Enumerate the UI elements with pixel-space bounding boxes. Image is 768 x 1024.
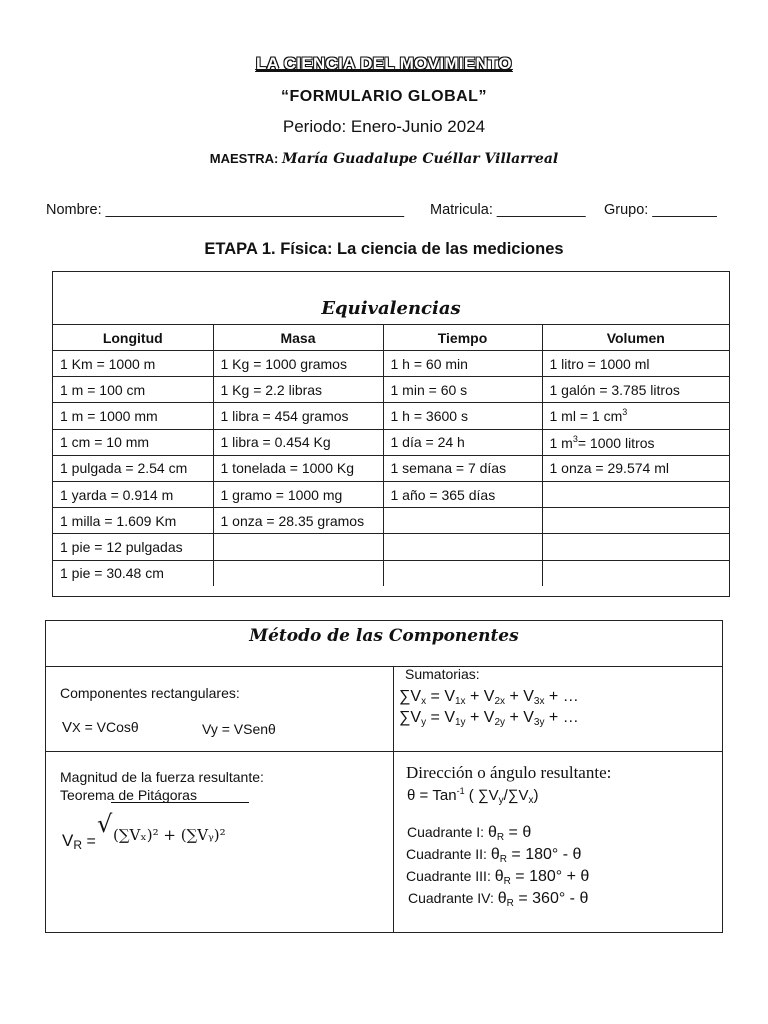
cuadrante-label: Cuadrante III: xyxy=(406,868,491,884)
sum-part: + V xyxy=(465,688,495,705)
table-cell: 1 Km = 1000 m xyxy=(53,351,213,377)
cuadrante-expr: = 180° - θ xyxy=(506,846,582,863)
table-cell: 1 onza = 29.574 ml xyxy=(542,455,729,481)
vx-rest: = VCosθ xyxy=(80,719,139,735)
table-row xyxy=(53,534,729,560)
sumatorias-label: Sumatorias: xyxy=(405,666,480,682)
theta-arg-sub: y xyxy=(498,795,504,806)
table-cell xyxy=(542,560,729,586)
sum-part: = V xyxy=(426,709,455,726)
section-heading: ETAPA 1. Física: La ciencia de las mediciones xyxy=(204,240,564,258)
table-cell: 1 m = 100 cm xyxy=(53,377,213,403)
sum-sub: 1y xyxy=(454,717,466,728)
theta-r: θ xyxy=(487,824,497,841)
table-cell: 1 semana = 7 días xyxy=(383,455,542,481)
direccion-label: Dirección o ángulo resultante: xyxy=(406,763,612,782)
cuadrante-2 xyxy=(406,846,581,865)
sum-sub: 2y xyxy=(494,717,506,728)
cube-exponent: 3 xyxy=(622,407,628,418)
table-cell: 1 pie = 30.48 cm xyxy=(53,560,213,586)
vr-sub: R xyxy=(73,838,83,852)
table-cell: 1 cm = 10 mm xyxy=(53,429,213,455)
table-cell: 1 tonelada = 1000 Kg xyxy=(213,455,383,481)
vr-formula xyxy=(62,831,96,852)
column-header: Tiempo xyxy=(383,325,542,351)
sum-sub: y xyxy=(421,717,427,728)
sum-x-formula xyxy=(399,688,579,707)
table-cell: 1 m = 1000 mm xyxy=(53,403,213,429)
divider-vertical xyxy=(393,666,394,932)
table-cell xyxy=(383,508,542,534)
sum-part: + V xyxy=(505,709,534,726)
cuadrante-expr: = 360° - θ xyxy=(513,890,589,907)
cuadrante-label: Cuadrante IV: xyxy=(408,890,494,906)
cell-text: = 1000 litros xyxy=(577,434,655,451)
sum-sub: 3x xyxy=(533,696,545,707)
sum-part: ∑V xyxy=(399,688,422,705)
column-header: Volumen xyxy=(542,325,729,351)
sum-sub: 1x xyxy=(454,696,466,707)
rect-components-label: Componentes rectangulares: xyxy=(60,685,240,701)
cell-text: 1 m xyxy=(549,434,573,451)
vy-formula: Vy = VSenθ xyxy=(202,721,276,737)
table-cell: 1 Kg = 1000 gramos xyxy=(213,351,383,377)
table-cell: 1 galón = 3.785 litros xyxy=(542,377,729,403)
matricula-field[interactable]: Matricula: ___________ xyxy=(430,202,586,218)
table-cell: 1 onza = 28.35 gramos xyxy=(213,508,383,534)
theta-r: θ xyxy=(494,868,504,885)
table-cell: 1 litro = 1000 ml xyxy=(542,351,729,377)
vr-eq: = xyxy=(82,833,96,850)
table-cell: 1 año = 365 días xyxy=(383,481,542,507)
period-text: Periodo: Enero-Junio 2024 xyxy=(282,117,486,136)
column-header: Masa xyxy=(213,325,383,351)
theta-arg: /∑V xyxy=(503,787,529,804)
table-cell: 1 h = 60 min xyxy=(383,351,542,377)
sqrt-vinculum xyxy=(111,802,249,803)
sum-sub: 3y xyxy=(533,717,545,728)
table-cell: 1 libra = 454 gramos xyxy=(213,403,383,429)
table-header-row xyxy=(53,325,729,351)
cuadrante-label: Cuadrante II: xyxy=(406,846,487,862)
cuadrante-expr: = θ xyxy=(504,824,532,841)
theta-r: θ xyxy=(490,846,500,863)
sum-part: + V xyxy=(505,688,534,705)
metodo-title-row xyxy=(46,621,722,667)
table-cell xyxy=(383,534,542,560)
table-row xyxy=(53,403,729,429)
magnitud-label: Magnitud de la fuerza resultante: xyxy=(60,769,264,785)
sum-part: ∑V xyxy=(399,709,422,726)
table-cell: 1 libra = 0.454 Kg xyxy=(213,429,383,455)
cuadrante-1 xyxy=(407,824,531,843)
sum-sub: 2x xyxy=(494,696,506,707)
equivalencias-grid xyxy=(53,324,729,586)
sum-sub: x xyxy=(421,696,427,707)
table-cell xyxy=(542,403,729,429)
document-title: LA CIENCIA DEL MOVIMIENTO xyxy=(256,54,512,73)
document-subtitle: “FORMULARIO GLOBAL” xyxy=(281,88,487,105)
table-row xyxy=(53,429,729,455)
table-cell: 1 min = 60 s xyxy=(383,377,542,403)
table-cell: 1 pulgada = 2.54 cm xyxy=(53,455,213,481)
theta-exp: -1 xyxy=(456,786,465,796)
table-row xyxy=(53,455,729,481)
sum-part: + … xyxy=(544,709,579,726)
student-fields xyxy=(46,202,726,218)
table-cell: 1 yarda = 0.914 m xyxy=(53,481,213,507)
sum-part: = V xyxy=(426,688,455,705)
table-row xyxy=(53,481,729,507)
table-cell xyxy=(213,560,383,586)
cuadrante-4 xyxy=(408,890,588,909)
theta-eq: θ = Tan xyxy=(407,787,457,804)
nombre-field[interactable]: Nombre: _____________________________________ xyxy=(46,202,405,218)
table-cell xyxy=(383,560,542,586)
table-cell: 1 gramo = 1000 mg xyxy=(213,481,383,507)
table-cell: 1 milla = 1.609 Km xyxy=(53,508,213,534)
equivalencias-table xyxy=(52,271,730,597)
cell-text: 1 ml = 1 cm xyxy=(549,408,623,425)
vx-sub: X xyxy=(72,720,81,735)
cuadrante-3 xyxy=(406,868,589,887)
table-row xyxy=(53,377,729,403)
grupo-field[interactable]: Grupo: ________ xyxy=(604,202,717,218)
theta-r: θ xyxy=(497,890,507,907)
teacher-label: MAESTRA: xyxy=(209,151,279,166)
cuadrante-expr: = 180° + θ xyxy=(510,868,590,885)
sum-part: + … xyxy=(544,688,579,705)
divider-horizontal xyxy=(46,751,722,752)
equivalencias-title-row xyxy=(53,272,729,324)
theta-formula xyxy=(407,786,539,806)
table-row xyxy=(53,560,729,586)
table-cell: 1 Kg = 2.2 libras xyxy=(213,377,383,403)
table-cell xyxy=(542,429,729,455)
theta-arg-sub: x xyxy=(528,795,534,806)
cube-exponent: 3 xyxy=(572,433,578,444)
sqrt-icon: √ xyxy=(97,810,113,838)
table-cell xyxy=(213,534,383,560)
vr-expression: (∑Vₓ)² + (∑Vᵧ)² xyxy=(113,826,226,844)
theta-close: ) xyxy=(533,787,539,804)
vx-v: V xyxy=(62,719,73,736)
column-header: Longitud xyxy=(53,325,213,351)
sum-part: + V xyxy=(465,709,495,726)
sum-y-formula xyxy=(399,709,579,728)
table-row xyxy=(53,351,729,377)
vr-v: V xyxy=(62,831,74,850)
pitagoras-label: Teorema de Pitágoras xyxy=(60,787,197,803)
metodo-title: Método de las Componentes xyxy=(249,626,519,646)
cuadrante-label: Cuadrante I: xyxy=(407,824,485,840)
table-cell: 1 h = 3600 s xyxy=(383,403,542,429)
teacher-line xyxy=(0,151,768,167)
table-cell: 1 día = 24 h xyxy=(383,429,542,455)
theta-arg: ( ∑V xyxy=(464,787,499,804)
equivalencias-title: Equivalencias xyxy=(321,298,461,319)
table-cell: 1 pie = 12 pulgadas xyxy=(53,534,213,560)
theta-r-sub: R xyxy=(496,832,505,843)
table-cell xyxy=(542,508,729,534)
theta-r-sub: R xyxy=(499,854,507,865)
vx-formula xyxy=(62,719,139,736)
table-cell xyxy=(542,534,729,560)
theta-r-sub: R xyxy=(506,898,514,909)
theta-r-sub: R xyxy=(503,876,511,887)
teacher-name: María Guadalupe Cuéllar Villarreal xyxy=(282,151,559,167)
table-row xyxy=(53,508,729,534)
table-cell xyxy=(542,481,729,507)
